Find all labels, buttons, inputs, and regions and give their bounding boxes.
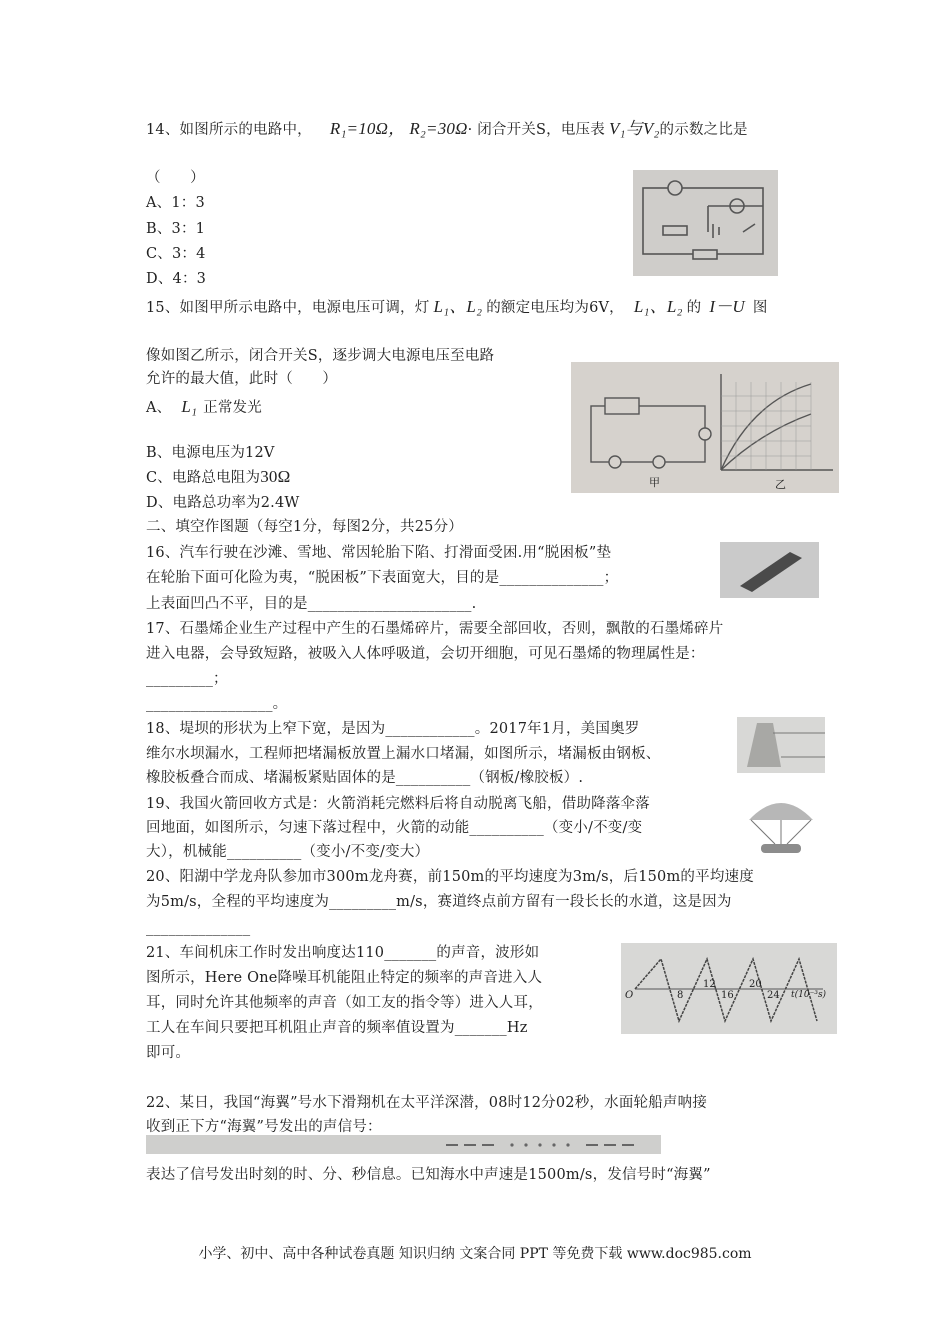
- q22-signal-strip: [146, 1135, 661, 1154]
- q14-r1: R₁=10Ω，: [329, 119, 406, 138]
- q15-text-c: 的: [686, 300, 702, 316]
- q21-origin: O: [625, 990, 634, 1001]
- q21-tick-12: 12: [703, 979, 716, 990]
- q14-r2: R₂=30Ω: [409, 119, 468, 138]
- q21-axis-label: t(10⁻³s): [791, 990, 827, 1000]
- q15-circuit-and-graph: [571, 362, 839, 493]
- q18-dam-photo: [737, 717, 825, 773]
- fig-yi-label: 乙: [775, 478, 786, 491]
- q17-line1: 17、石墨烯企业生产过程中产生的石墨烯碎片，需要全部回收，否则，飘散的石墨烯碎片: [146, 621, 724, 637]
- q14-circuit-figure: [633, 170, 778, 276]
- q15-text-b: 的额定电压均为6V，: [486, 300, 624, 316]
- q21-tick-20: 20: [749, 979, 762, 990]
- q17-line2: 进入电器，会导致短路，被吸入人体呼吸道，会切开细胞，可见石墨烯的物理属性是：: [146, 646, 705, 662]
- circuit-diagram: [633, 170, 778, 276]
- q20-line1: 20、阳湖中学龙舟队参加市300m龙舟赛，前150m的平均速度为3m/s，后150m的平均速度: [146, 869, 754, 885]
- q19-line3: 大），机械能__________（变小/不变/变大）: [146, 844, 430, 860]
- fig-jia-label: 甲: [649, 476, 660, 489]
- q15-text-d: 图: [752, 300, 768, 316]
- q14-text-a: 14、如图所示的电路中，: [146, 122, 312, 138]
- q15-l1l2b: L₁、L₂: [633, 297, 683, 316]
- q21-line4: 工人在车间只要把耳机阻止声音的频率值设置为_______Hz: [146, 1020, 528, 1036]
- q21-line1: 21、车间机床工作时发出响度达110_______的声音，波形如: [146, 945, 540, 961]
- q15-option-b: B、电源电压为12V: [146, 445, 275, 461]
- q21-tick-16: 16: [721, 990, 734, 1001]
- q17-line4: _________________。: [146, 696, 288, 712]
- q15-opt-c-prefix: C、电路总电阻为: [146, 470, 261, 486]
- q16-line1: 16、汽车行驶在沙滩、雪地、常因轮胎下陷、打滑面受困.用“脱困板”垫: [146, 545, 612, 561]
- q21-line5: 即可。: [146, 1045, 191, 1061]
- q17-line3: _________；: [146, 671, 228, 687]
- q21-tick-8: 8: [677, 990, 684, 1001]
- q15-text-a: 15、如图甲所示电路中，电源电压可调，灯: [146, 300, 430, 316]
- q15-opt-c-sym: 30Ω: [260, 467, 291, 486]
- q15-iu: I－U: [709, 297, 745, 316]
- q22-line3: 表达了信号发出时刻的时、分、秒信息。已知海水中声速是1500m/s，发信号时“海翼”: [146, 1167, 711, 1183]
- q21-waveform-figure: [621, 943, 837, 1034]
- q14-option-d: D、4：3: [146, 271, 207, 287]
- q15-line1: [146, 296, 768, 319]
- q21-tick-24: 24: [767, 990, 780, 1001]
- q14-option-a: A、1：3: [146, 195, 205, 211]
- q15-opt-a-suffix: 正常发光: [203, 400, 262, 416]
- q19-parachute-photo: [737, 792, 825, 858]
- q19-line1: 19、我国火箭回收方式是：火箭消耗完燃料后将自动脱离飞船，借助降落伞落: [146, 796, 650, 812]
- q15-option-a: [146, 396, 262, 419]
- q18-line3: 橡胶板叠合而成、堵漏板紧贴固体的是__________（钢板/橡胶板）.: [146, 770, 584, 786]
- q15-figure: [571, 362, 839, 493]
- q22-line1: 22、某日，我国“海翼”号水下滑翔机在太平洋深潜，08时12分02秒，水面轮船声呐接: [146, 1095, 708, 1111]
- q14-v1v2: V₁与V₂: [608, 119, 660, 138]
- q21-line3: 耳，同时允许其他频率的声音（如工友的指令等）进入人耳，: [146, 995, 543, 1011]
- q19-line2: 回地面，如图所示，匀速下落过程中，火箭的动能__________（变小/不变/变: [146, 820, 643, 836]
- q15-option-c: [146, 466, 290, 489]
- q15-line2: 像如图乙所示，闭合开关S，逐步调大电源电压至电路: [146, 348, 495, 364]
- section2-heading: 二、填空作图题（每空1分，每图2分，共25分）: [146, 519, 463, 535]
- q14-option-b: B、3：1: [146, 221, 206, 237]
- q20-line2: 为5m/s，全程的平均速度为_________m/s，赛道终点前方留有一段长长的水道，这是因为: [146, 894, 732, 910]
- q16-line3: 上表面凹凸不平，目的是______________________.: [146, 596, 477, 612]
- q15-line3: 允许的最大值，此时（ ）: [146, 371, 338, 387]
- q15-l1l2: L₁、L₂: [433, 297, 483, 316]
- q14-text-b: · 闭合开关S，电压表: [467, 122, 605, 138]
- q14-paren: （ ）: [146, 170, 205, 186]
- q14-line1: [146, 118, 748, 141]
- q22-line2: 收到正下方“海翼”号发出的声信号：: [146, 1119, 382, 1135]
- q21-line2: 图所示，Here One降噪耳机能阻止特定的频率的声音进入人: [146, 970, 543, 986]
- q15-opt-a-prefix: A、: [146, 400, 172, 416]
- q14-text-c: 的示数之比是: [659, 122, 748, 138]
- q20-line3: ______________: [146, 920, 251, 936]
- q18-line2: 维尔水坝漏水，工程师把堵漏板放置上漏水口堵漏，如图所示，堵漏板由钢板、: [146, 746, 661, 762]
- q16-plate-photo: [720, 542, 819, 598]
- q18-line1: 18、堤坝的形状为上窄下宽，是因为____________。2017年1月，美国奥罗: [146, 721, 640, 737]
- page-footer: 小学、初中、高中各种试卷真题 知识归纳 文案合同 PPT 等免费下载 www.doc985.com: [198, 1246, 752, 1262]
- q15-opt-a-sym: L₁: [181, 397, 198, 416]
- q14-option-c: C、3：4: [146, 246, 206, 262]
- q15-option-d: D、电路总功率为2.4W: [146, 495, 300, 511]
- q16-line2: 在轮胎下面可化险为夷，“脱困板”下表面宽大，目的是______________；: [146, 570, 619, 586]
